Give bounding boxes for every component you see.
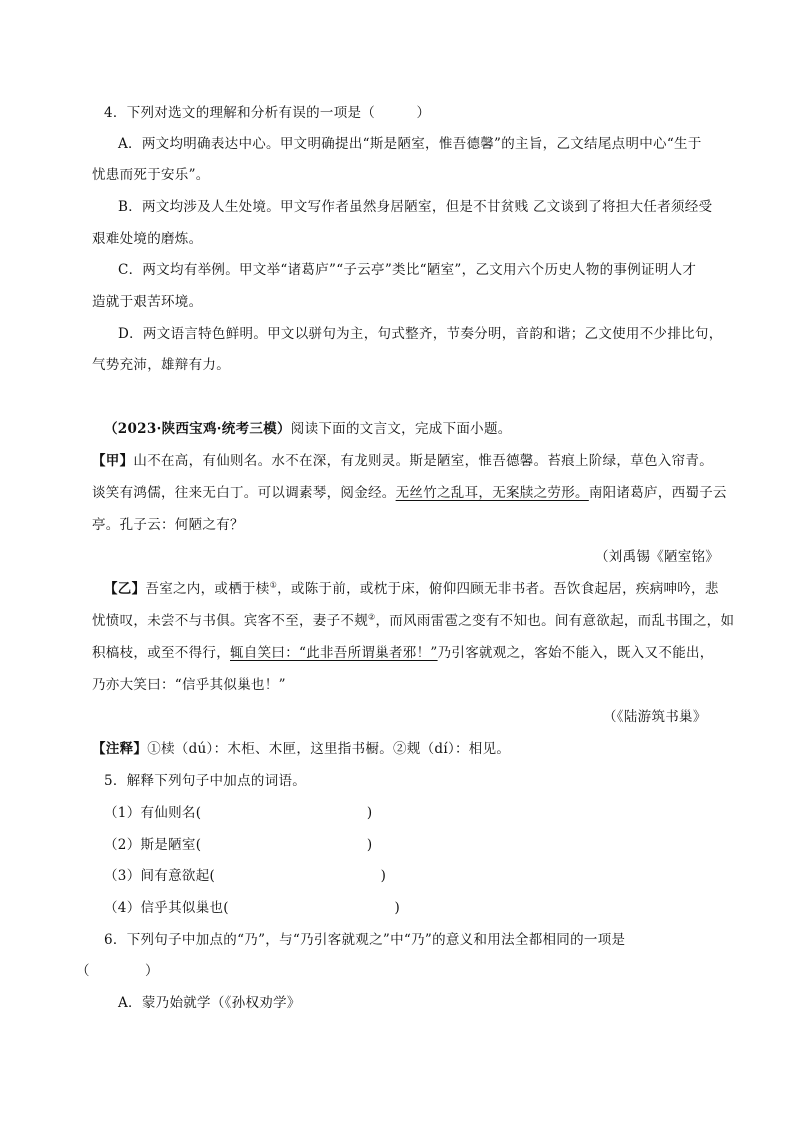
- jia-text-2a: 谈笑有鸿儒，往来无白丁。可以调素琴，阅金经。: [92, 485, 396, 501]
- yi-line-1: [104, 580, 719, 598]
- yi-label: 【乙】: [104, 581, 146, 597]
- q4-option-b-cont: 艰难处境的磨炼。: [92, 231, 203, 247]
- q6-answer-paren: （ ）: [76, 963, 159, 979]
- passage-header: [104, 420, 512, 438]
- notes-text: ①椟（dú）：木柜、木匣，这里指书橱。②觌（dí）：相见。: [147, 741, 511, 757]
- footnote-marker-1: ①: [269, 580, 278, 590]
- q4-option-b: B．两文均涉及人生处境。甲文写作者虽然身居陋室，但是不甘贫贱 乙文谈到了将担大任者须经受: [118, 199, 713, 215]
- q4-option-a-cont: 忧患而死于安乐”。: [92, 167, 210, 183]
- source-tag: （2023·陕西宝鸡·统考三模）: [104, 421, 291, 437]
- q4-stem: 4．下列对选文的理解和分析有误的一项是（ ）: [104, 105, 431, 121]
- jia-underlined-sentence: 无丝竹之乱耳，无案牍之劳形。: [395, 485, 589, 501]
- passage-intro: 阅读下面的文言文，完成下面小题。: [290, 421, 512, 437]
- yi-text-1b: ，或陈于前，或枕于床，俯仰四顾无非书者。吾饮食起居，疾病呻吟，悲: [277, 581, 719, 597]
- q6-stem: 6．下列句子中加点的“乃”，与“乃引客就观之”中“乃”的意义和用法全都相同的一项是: [104, 932, 626, 948]
- yi-text-2b: ，而风雨雷雹之变有不知也。间有意欲起，而乱书围之，如: [375, 613, 735, 629]
- jia-line-1: [92, 452, 713, 470]
- jia-line-3: 亭。孔子云：何陋之有？: [92, 517, 244, 533]
- yi-attribution: （《陆游筑书巢》: [603, 709, 707, 725]
- yi-line-3: [92, 644, 714, 662]
- q4-option-a: A．两文均明确表达中心。甲文明确提出“斯是陋室，惟吾德馨”的主旨，乙文结尾点明中心“生于: [118, 136, 702, 152]
- yi-text-2a: 忧愤叹，未尝不与书俱。宾客不至，妻子不觌: [92, 613, 368, 629]
- q4-option-c-cont: 造就于艰苦环境。: [92, 294, 203, 310]
- q5-item-4: （4）信乎其似巢也( ): [104, 900, 401, 916]
- q4-option-d: D．两文语言特色鲜明。甲文以骈句为主，句式整齐，节奏分明，音韵和谐；乙文使用不少排比句，: [118, 326, 723, 342]
- q5-item-2: （2）斯是陋室( ): [104, 837, 373, 853]
- footnote-marker-2: ②: [368, 612, 376, 622]
- yi-line-2: [92, 612, 734, 630]
- yi-line-4: 乃亦大笑曰：“信乎其似巢也！”: [92, 677, 286, 693]
- jia-line-2: [92, 484, 727, 502]
- notes-label: 【注释】: [92, 741, 148, 757]
- q4-option-c: C．两文均有举例。甲文举“诸葛庐”“子云亭”类比“陋室”，乙文用六个历史人物的事例证明人才: [118, 262, 697, 278]
- yi-underlined-sentence: 辄自笑曰：“此非吾所谓巢者邪！”: [230, 645, 438, 661]
- yi-text-3b: 乃引客就观之，客始不能入，既入又不能出，: [437, 645, 714, 661]
- q5-item-3: （3）间有意欲起( ): [104, 868, 387, 884]
- q5-item-1: （1）有仙则名( ): [104, 805, 373, 821]
- yi-text-3a: 积槁枝，或至不得行，: [92, 645, 230, 661]
- q6-option-a: A．蒙乃始就学（《孙权劝学》: [118, 995, 301, 1011]
- q5-stem: 5．解释下列句子中加点的词语。: [104, 773, 307, 789]
- yi-text-1a: 吾室之内，或栖于椟: [145, 581, 270, 597]
- jia-attribution: （刘禹锡《陋室铭》: [595, 549, 720, 565]
- q4-option-d-cont: 气势充沛，雄辩有力。: [92, 357, 230, 373]
- notes: [92, 740, 510, 758]
- jia-label: 【甲】: [92, 453, 134, 469]
- jia-text-2b: 南阳诸葛庐，西蜀子云: [588, 485, 727, 501]
- jia-text-1: 山不在高，有仙则名。水不在深，有龙则灵。斯是陋室，惟吾德馨。苔痕上阶绿，草色入帘青。: [133, 453, 714, 469]
